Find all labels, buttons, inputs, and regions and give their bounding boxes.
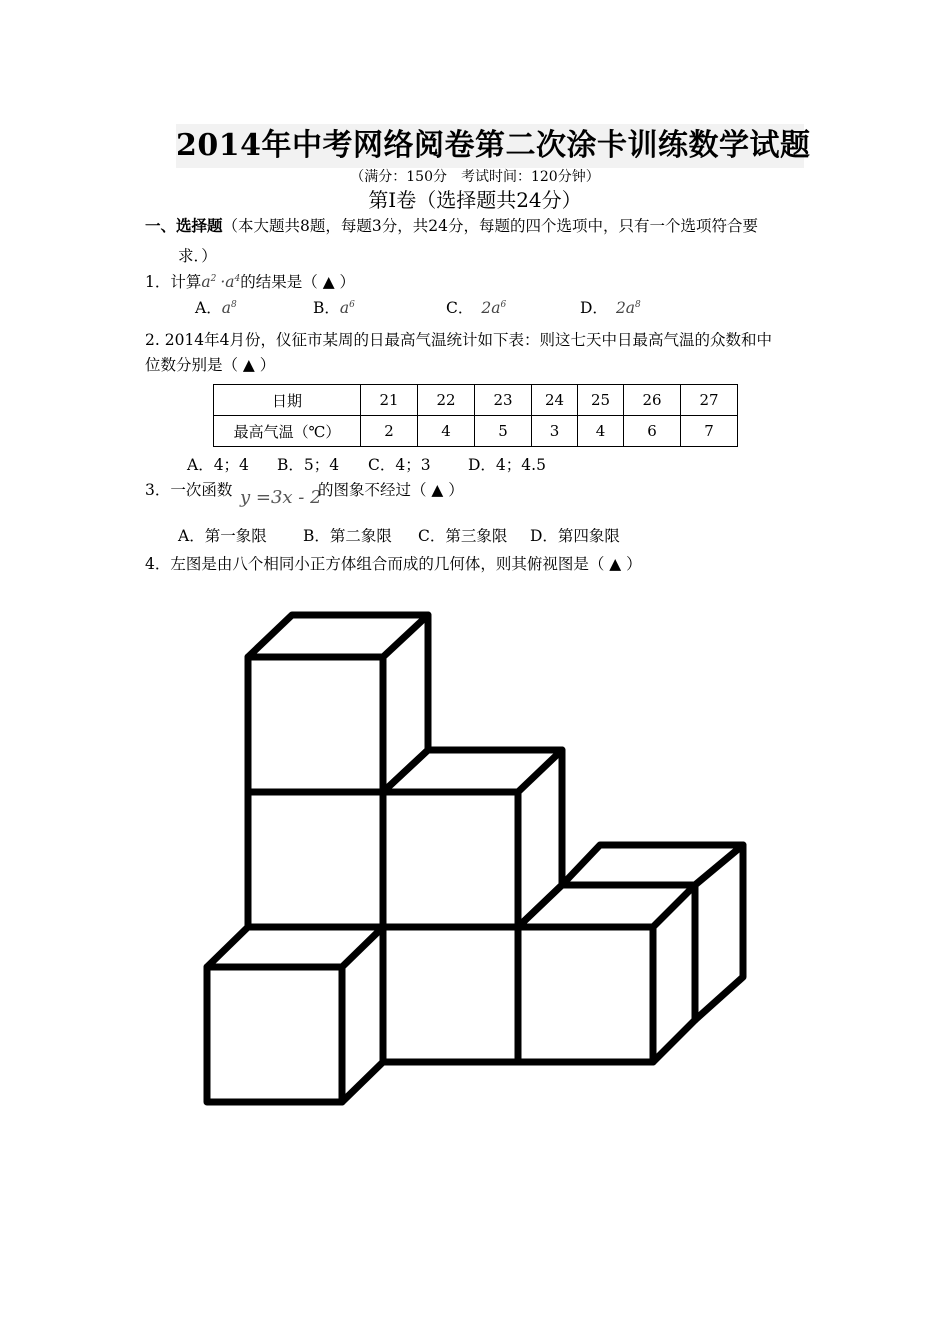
q1-prefix: 1．计算 [145, 273, 202, 291]
q2-option-c[interactable]: C．4；3 [368, 456, 431, 474]
q1-expr-exp2: 4 [234, 273, 241, 284]
section-heading: 第Ⅰ卷（选择题共24分） [368, 188, 582, 212]
table-row [214, 416, 738, 447]
q1-suffix: 的结果是（ ▲ ） [240, 273, 356, 291]
q2-option-d[interactable]: D．4；4.5 [468, 456, 546, 474]
table-cell: 4 [578, 416, 624, 447]
option-base: 2a [481, 299, 501, 317]
option-exp: 8 [635, 299, 641, 310]
cube-middle-left [248, 792, 383, 927]
cube-bottom-right [518, 885, 695, 1062]
option-base: 2a [615, 299, 636, 317]
cube-top-left [248, 615, 428, 792]
table-cell: 3 [532, 416, 578, 447]
cube-middle-center [383, 750, 562, 927]
table-header-temp: 最高气温（℃） [214, 416, 361, 447]
option-exp: 6 [349, 299, 355, 310]
q1-option-c[interactable] [446, 296, 506, 318]
question-2-line2: 位数分别是（ ▲ ） [145, 356, 276, 374]
question-3-prefix: 3．一次函数 [145, 481, 233, 499]
instructions-text: （本大题共8题，每题3分，共24分，每题的四个选项中，只有一个选项符合要 [222, 217, 758, 235]
question-3-suffix: 的图象不经过（ ▲ ） [318, 481, 464, 499]
question-4: 4．左图是由八个相同小正方体组合而成的几何体，则其俯视图是（ ▲ ） [145, 555, 642, 573]
q2-option-a[interactable]: A．4；4 [187, 456, 249, 474]
instructions-line2: 求．） [178, 247, 217, 265]
option-label: D． [580, 299, 608, 317]
cube-bottom-left [207, 927, 383, 1102]
table-cell: 22 [418, 385, 475, 416]
option-exp: 6 [500, 299, 507, 310]
q3-option-a[interactable]: A．第一象限 [178, 527, 267, 545]
table-cell: 2 [361, 416, 418, 447]
table-cell: 6 [624, 416, 681, 447]
table-row [214, 385, 738, 416]
q3-option-d[interactable]: D．第四象限 [530, 527, 620, 545]
cube-figure [200, 605, 760, 1115]
q2-option-b[interactable]: B．5；4 [277, 456, 340, 474]
page-title: 2014年中考网络阅卷第二次涂卡训练数学试题 [176, 124, 804, 168]
question-2-line1: 2. 2014年4月份，仪征市某周的日最高气温统计如下表：则这七天中日最高气温的众数和中 [145, 331, 773, 349]
option-base: a [339, 299, 350, 317]
q1-option-d[interactable] [580, 296, 641, 318]
temperature-table [213, 384, 738, 447]
q1-expr-dot: ·a [220, 273, 235, 291]
instructions-line1 [145, 214, 758, 236]
q3-option-c[interactable]: C．第三象限 [418, 527, 508, 545]
table-cell: 5 [475, 416, 532, 447]
table-cell: 26 [624, 385, 681, 416]
q1-option-a[interactable] [195, 296, 237, 318]
q1-option-b[interactable] [313, 296, 355, 318]
option-label: B． [313, 299, 340, 317]
option-base: a [221, 299, 231, 317]
exam-info: （满分：150分 考试时间：120分钟） [350, 169, 600, 185]
option-label: A． [195, 299, 222, 317]
q1-expr-base: a [201, 273, 211, 291]
instructions-label: 一、选择题 [145, 216, 223, 235]
table-cell: 21 [361, 385, 418, 416]
option-exp: 8 [230, 299, 237, 310]
table-cell: 7 [681, 416, 738, 447]
table-cell: 23 [475, 385, 532, 416]
question-1 [145, 270, 355, 292]
table-cell: 24 [532, 385, 578, 416]
table-cell: 27 [681, 385, 738, 416]
q3-formula: y =3x - 2 [240, 487, 322, 508]
option-label: C． [446, 299, 474, 317]
table-header-date: 日期 [214, 385, 361, 416]
q3-option-b[interactable]: B．第二象限 [303, 527, 392, 545]
q1-expr-exp1: 2 [210, 273, 217, 284]
table-cell: 4 [418, 416, 475, 447]
cube-bottom-center [383, 927, 518, 1062]
table-cell: 25 [578, 385, 624, 416]
